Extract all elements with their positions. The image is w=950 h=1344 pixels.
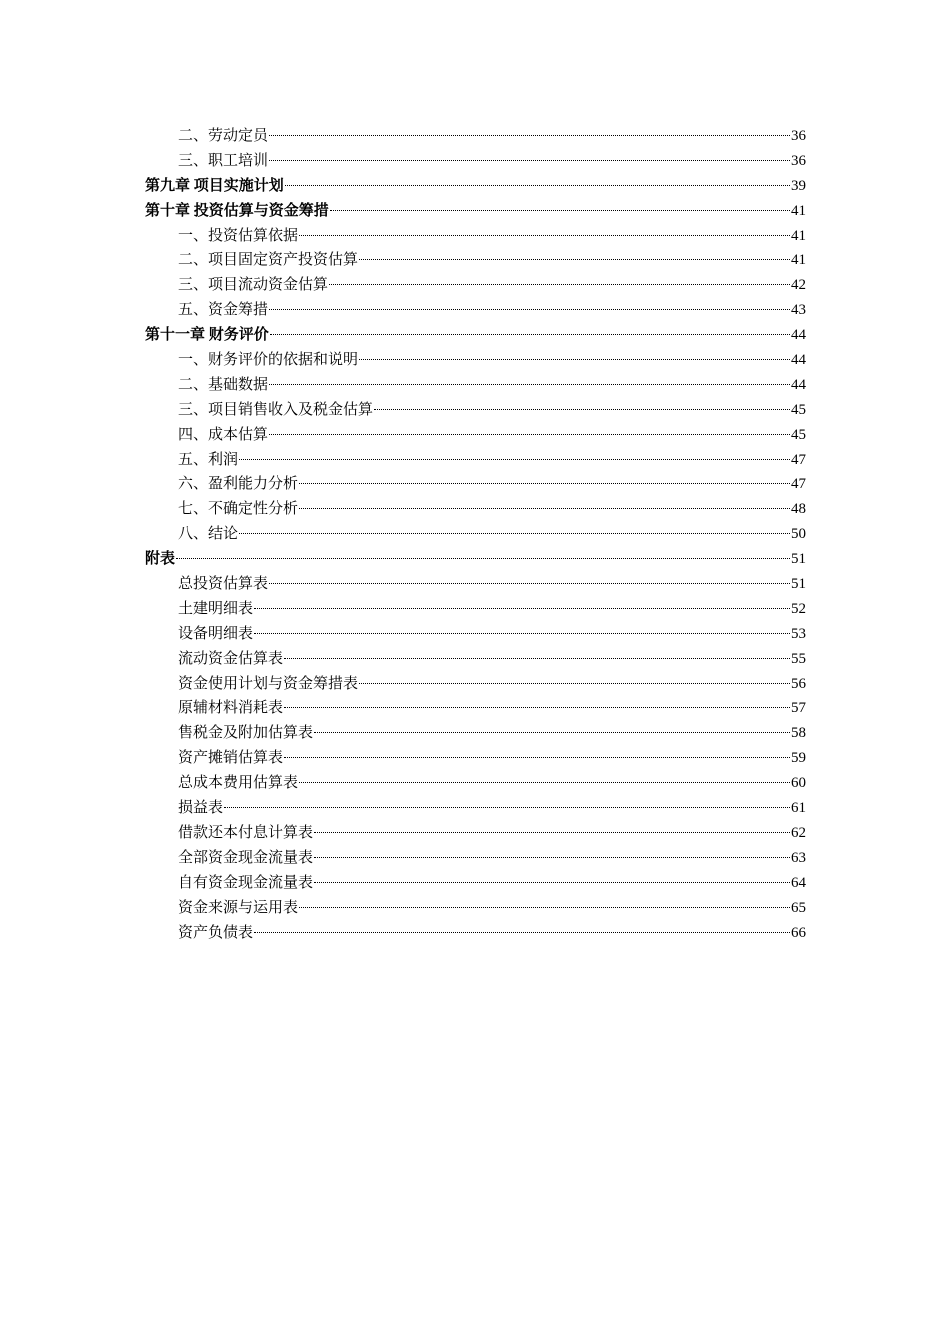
dot-leader xyxy=(239,533,790,534)
dot-leader xyxy=(314,832,790,833)
toc-page-number: 63 xyxy=(791,849,806,866)
toc-section-entry[interactable] xyxy=(145,248,806,273)
toc-entry-title: 全部资金现金流量表 xyxy=(178,849,314,866)
toc-section-entry[interactable] xyxy=(145,921,806,946)
toc-page-number: 52 xyxy=(791,600,806,617)
dot-leader xyxy=(254,932,790,933)
toc-page-number: 44 xyxy=(791,352,806,369)
toc-page-number: 50 xyxy=(791,526,806,543)
toc-page-number: 48 xyxy=(791,501,806,518)
toc-entry-title: 售税金及附加估算表 xyxy=(178,725,314,742)
toc-page-number: 53 xyxy=(791,625,806,642)
dot-leader xyxy=(254,608,790,609)
toc-entry-title: 五、利润 xyxy=(178,451,239,468)
toc-entry-title: 第十一章 财务评价 xyxy=(145,327,269,344)
toc-page-number: 45 xyxy=(791,426,806,443)
toc-page-number: 57 xyxy=(791,700,806,717)
toc-entry-title: 二、劳动定员 xyxy=(178,128,269,144)
table-of-contents xyxy=(145,124,806,945)
dot-leader xyxy=(176,558,790,559)
toc-page-number: 47 xyxy=(791,451,806,468)
toc-entry-title: 一、财务评价的依据和说明 xyxy=(178,352,359,369)
dot-leader xyxy=(284,658,790,659)
toc-page-number: 62 xyxy=(791,824,806,841)
toc-chapter-entry[interactable] xyxy=(145,199,806,224)
dot-leader xyxy=(299,235,790,236)
toc-entry-title: 流动资金估算表 xyxy=(178,650,284,667)
toc-entry-title: 六、盈利能力分析 xyxy=(178,476,299,493)
toc-section-entry[interactable] xyxy=(145,746,806,771)
dot-leader xyxy=(299,483,790,484)
toc-section-entry[interactable] xyxy=(145,348,806,373)
dot-leader xyxy=(224,807,790,808)
toc-section-entry[interactable] xyxy=(145,124,806,149)
toc-section-entry[interactable] xyxy=(145,672,806,697)
toc-page-number: 59 xyxy=(791,750,806,767)
toc-section-entry[interactable] xyxy=(145,821,806,846)
toc-entry-title: 土建明细表 xyxy=(178,600,254,617)
toc-entry-title: 自有资金现金流量表 xyxy=(178,874,314,891)
toc-entry-title: 总成本费用估算表 xyxy=(178,775,299,792)
toc-chapter-entry[interactable] xyxy=(145,547,806,572)
toc-section-entry[interactable] xyxy=(145,522,806,547)
toc-entry-title: 四、成本估算 xyxy=(178,426,269,443)
toc-section-entry[interactable] xyxy=(145,448,806,473)
dot-leader xyxy=(330,210,790,211)
dot-leader xyxy=(284,757,790,758)
toc-page-number: 56 xyxy=(791,675,806,692)
dot-leader xyxy=(269,309,790,310)
toc-page-number: 44 xyxy=(791,376,806,393)
toc-entry-title: 五、资金筹措 xyxy=(178,302,269,319)
toc-section-entry[interactable] xyxy=(145,273,806,298)
toc-section-entry[interactable] xyxy=(145,771,806,796)
dot-leader xyxy=(359,683,790,684)
toc-page-number: 36 xyxy=(791,152,806,169)
toc-entry-title: 一、投资估算依据 xyxy=(178,227,299,244)
toc-page-number: 51 xyxy=(791,551,806,568)
toc-section-entry[interactable] xyxy=(145,622,806,647)
toc-section-entry[interactable] xyxy=(145,647,806,672)
toc-entry-title: 设备明细表 xyxy=(178,625,254,642)
toc-section-entry[interactable] xyxy=(145,472,806,497)
toc-page-number: 41 xyxy=(791,202,806,219)
toc-section-entry[interactable] xyxy=(145,721,806,746)
toc-page-number: 58 xyxy=(791,725,806,742)
toc-page-number: 45 xyxy=(791,401,806,418)
toc-section-entry[interactable] xyxy=(145,398,806,423)
dot-leader xyxy=(299,508,790,509)
toc-entry-title: 资产负债表 xyxy=(178,924,254,941)
toc-entry-title: 资金使用计划与资金筹措表 xyxy=(178,675,359,692)
toc-entry-title: 原辅材料消耗表 xyxy=(178,700,284,717)
dot-leader xyxy=(359,359,790,360)
toc-entry-title: 借款还本付息计算表 xyxy=(178,824,314,841)
dot-leader xyxy=(359,259,790,260)
toc-page-number: 51 xyxy=(791,576,806,593)
toc-section-entry[interactable] xyxy=(145,696,806,721)
dot-leader xyxy=(374,409,790,410)
dot-leader xyxy=(299,782,790,783)
toc-page-number: 65 xyxy=(791,899,806,916)
toc-entry-title: 附表 xyxy=(145,551,176,568)
toc-page-number: 47 xyxy=(791,476,806,493)
toc-section-entry[interactable] xyxy=(145,497,806,522)
toc-chapter-entry[interactable] xyxy=(145,174,806,199)
toc-section-entry[interactable] xyxy=(145,871,806,896)
dot-leader xyxy=(314,882,790,883)
toc-page-number: 66 xyxy=(791,924,806,941)
toc-entry-title: 三、项目流动资金估算 xyxy=(178,277,329,294)
toc-entry-title: 七、不确定性分析 xyxy=(178,501,299,518)
toc-entry-title: 二、项目固定资产投资估算 xyxy=(178,252,359,269)
toc-page-number: 55 xyxy=(791,650,806,667)
toc-entry-title: 总投资估算表 xyxy=(178,576,269,593)
dot-leader xyxy=(285,185,790,186)
toc-page-number: 44 xyxy=(791,327,806,344)
toc-page-number: 42 xyxy=(791,277,806,294)
toc-page-number: 36 xyxy=(791,128,806,144)
toc-entry-title: 资金来源与运用表 xyxy=(178,899,299,916)
dot-leader xyxy=(269,583,790,584)
dot-leader xyxy=(314,857,790,858)
dot-leader xyxy=(269,135,790,136)
toc-section-entry[interactable] xyxy=(145,796,806,821)
toc-section-entry[interactable] xyxy=(145,298,806,323)
toc-section-entry[interactable] xyxy=(145,224,806,249)
dot-leader xyxy=(314,732,790,733)
toc-entry-title: 损益表 xyxy=(178,800,224,817)
toc-section-entry[interactable] xyxy=(145,149,806,174)
toc-page-number: 64 xyxy=(791,874,806,891)
dot-leader xyxy=(299,907,790,908)
toc-section-entry[interactable] xyxy=(145,597,806,622)
dot-leader xyxy=(269,434,790,435)
toc-entry-title: 二、基础数据 xyxy=(178,376,269,393)
toc-page-number: 43 xyxy=(791,302,806,319)
toc-entry-title: 三、项目销售收入及税金估算 xyxy=(178,401,374,418)
dot-leader xyxy=(269,160,790,161)
toc-section-entry[interactable] xyxy=(145,423,806,448)
dot-leader xyxy=(329,284,790,285)
dot-leader xyxy=(269,384,790,385)
toc-page-number: 61 xyxy=(791,800,806,817)
toc-entry-title: 第十章 投资估算与资金筹措 xyxy=(145,202,329,219)
toc-page-number: 41 xyxy=(791,227,806,244)
toc-entry-title: 三、职工培训 xyxy=(178,152,269,169)
toc-entry-title: 第九章 项目实施计划 xyxy=(145,177,284,194)
toc-entry-title: 八、结论 xyxy=(178,526,239,543)
toc-page-number: 39 xyxy=(791,177,806,194)
toc-entry-title: 资产摊销估算表 xyxy=(178,750,284,767)
dot-leader xyxy=(239,459,790,460)
toc-page-number: 60 xyxy=(791,775,806,792)
toc-section-entry[interactable] xyxy=(145,373,806,398)
toc-page-number: 41 xyxy=(791,252,806,269)
toc-section-entry[interactable] xyxy=(145,896,806,921)
toc-section-entry[interactable] xyxy=(145,572,806,597)
toc-section-entry[interactable] xyxy=(145,846,806,871)
toc-chapter-entry[interactable] xyxy=(145,323,806,348)
dot-leader xyxy=(254,633,790,634)
dot-leader xyxy=(284,707,790,708)
dot-leader xyxy=(270,334,790,335)
